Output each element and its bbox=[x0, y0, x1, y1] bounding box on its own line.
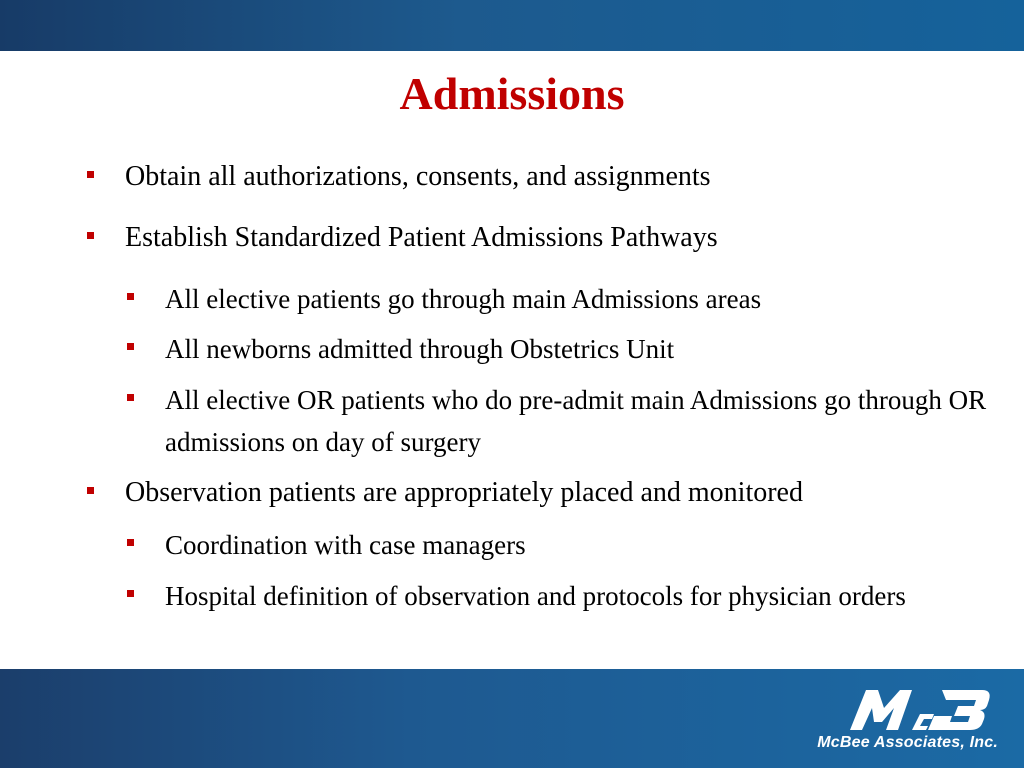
bullet-text: Coordination with case managers bbox=[165, 530, 526, 560]
bullet-text: Observation patients are appropriately placed and monitored bbox=[125, 477, 803, 508]
square-bullet-icon bbox=[127, 293, 134, 300]
sub-bullet-item bbox=[127, 278, 987, 320]
square-bullet-icon bbox=[127, 539, 134, 546]
slide-title: Admissions bbox=[399, 68, 625, 119]
mcbee-logo-mark-icon bbox=[842, 686, 992, 732]
square-bullet-icon bbox=[87, 171, 94, 178]
sub-bullet-item bbox=[127, 379, 987, 463]
bullet-item bbox=[87, 156, 987, 198]
square-bullet-icon bbox=[127, 590, 134, 597]
square-bullet-icon bbox=[127, 394, 134, 401]
bullet-text: All newborns admitted through Obstetrics Unit bbox=[165, 334, 675, 364]
sub-bullet-item bbox=[127, 575, 987, 617]
bullet-text: All elective patients go through main Admissions areas bbox=[165, 284, 762, 314]
square-bullet-icon bbox=[87, 487, 94, 494]
company-name: McBee Associates, Inc. bbox=[817, 734, 998, 751]
bullet-text: Establish Standardized Patient Admissions Pathways bbox=[125, 222, 718, 253]
square-bullet-icon bbox=[87, 232, 94, 239]
bullet-text: All elective OR patients who do pre-admit main Admissions go through OR admissions on day of surgery bbox=[165, 385, 987, 457]
bullet-text: Obtain all authorizations, consents, and assignments bbox=[125, 161, 711, 192]
square-bullet-icon bbox=[127, 343, 134, 350]
sub-bullet-item bbox=[127, 328, 987, 370]
company-logo bbox=[817, 686, 998, 758]
bullet-item bbox=[87, 472, 987, 514]
bullet-text: Hospital definition of observation and protocols for physician orders bbox=[165, 581, 906, 611]
bullet-item bbox=[87, 217, 987, 259]
sub-bullet-item bbox=[127, 524, 987, 566]
